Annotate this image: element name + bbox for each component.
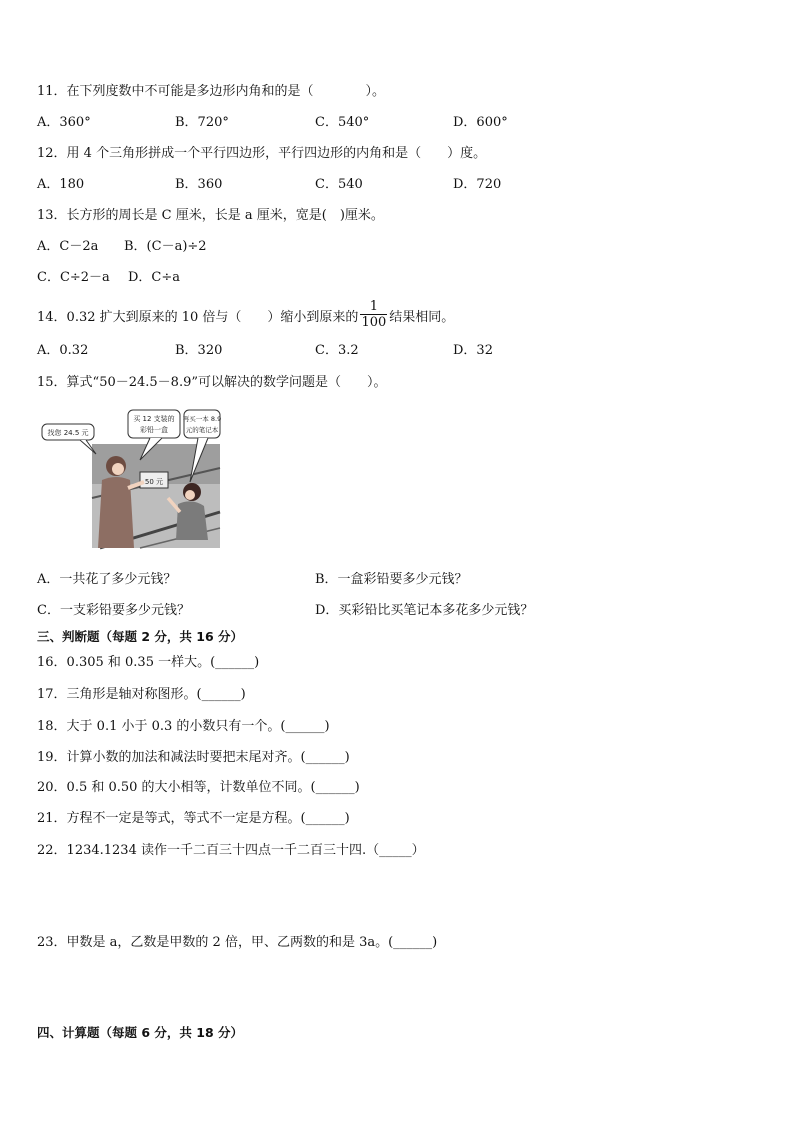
q13-option-a[interactable]: A．C－2a [37,239,99,254]
svg-text:买 12 支装的: 买 12 支装的 [133,415,175,423]
q12-option-b[interactable]: B．360 [175,177,223,192]
q15-option-b[interactable]: B．一盒彩铅要多少元钱？ [315,572,468,587]
q11-option-c[interactable]: C．540° [315,115,370,130]
q13-option-b[interactable]: B．(C－a)÷2 [124,239,207,254]
question-22: 22．1234.1234 读作一千二百三十四点一千二百三十四.（_____） [37,843,425,858]
q12-option-d[interactable]: D．720 [453,177,502,192]
svg-text:再买一本 8.9: 再买一本 8.9 [182,415,222,423]
question-21: 21．方程不一定是等式，等式不一定是方程。(______) [37,811,350,826]
question-12-stem: 12．用 4 个三角形拼成一个平行四边形，平行四边形的内角和是（ ）度。 [37,146,487,161]
fraction [360,299,387,330]
q14-stem-before: 14．0.32 扩大到原来的 10 倍与（ ）缩小到原来的 [37,310,359,325]
q13-option-c[interactable]: C．C÷2－a [37,270,110,285]
question-16: 16．0.305 和 0.35 一样大。(______) [37,655,260,670]
fraction-numerator: 1 [360,299,387,315]
price-sign-text: 50 元 [144,478,164,486]
q14-option-a[interactable]: A．0.32 [37,343,89,358]
question-23: 23．甲数是 a，乙数是甲数的 2 倍，甲、乙两数的和是 3a。(______) [37,935,438,950]
q12-option-a[interactable]: A．180 [37,177,85,192]
q11-option-d[interactable]: D．600° [453,115,508,130]
svg-text:找您 24.5 元: 找您 24.5 元 [47,429,89,437]
child-body [176,501,208,540]
q12-option-c[interactable]: C．540 [315,177,363,192]
question-15-stem: 15．算式“50－24.5－8.9”可以解决的数学问题是（ ）。 [37,375,387,390]
q14-option-c[interactable]: C．3.2 [315,343,359,358]
svg-text:彩铅一盒: 彩铅一盒 [140,426,168,434]
q11-option-b[interactable]: B．720° [175,115,229,130]
q11-option-a[interactable]: A．360° [37,115,91,130]
q15-option-a[interactable]: A．一共花了多少元钱？ [37,572,177,587]
question-14-stem [37,299,455,333]
q15-option-c[interactable]: C．一支彩铅要多少元钱？ [37,603,190,618]
question-19: 19．计算小数的加法和减法时要把末尾对齐。(______) [37,750,350,765]
fraction-denominator: 100 [361,315,387,330]
shopping-illustration [40,408,222,550]
q15-option-d[interactable]: D．买彩铅比买笔记本多花多少元钱？ [315,603,534,618]
question-11-stem: 11．在下列度数中不可能是多边形内角和的是（ ）。 [37,84,386,99]
svg-text:元的笔记本: 元的笔记本 [185,426,219,434]
q14-option-b[interactable]: B．320 [175,343,223,358]
section-4-title: 四、计算题（每题 6 分，共 18 分） [37,1025,244,1040]
section-3-title: 三、判断题（每题 2 分，共 16 分） [37,629,244,644]
q13-option-d[interactable]: D．C÷a [128,270,181,285]
q14-option-d[interactable]: D．32 [453,343,493,358]
question-13-stem: 13．长方形的周长是 C 厘米，长是 a 厘米，宽是( )厘米。 [37,208,384,223]
question-20: 20．0.5 和 0.50 的大小相等，计数单位不同。(______) [37,780,360,795]
question-18: 18．大于 0.1 小于 0.3 的小数只有一个。(______) [37,719,330,734]
question-17: 17．三角形是轴对称图形。(______) [37,687,246,702]
q14-stem-after: 结果相同。 [389,310,455,325]
